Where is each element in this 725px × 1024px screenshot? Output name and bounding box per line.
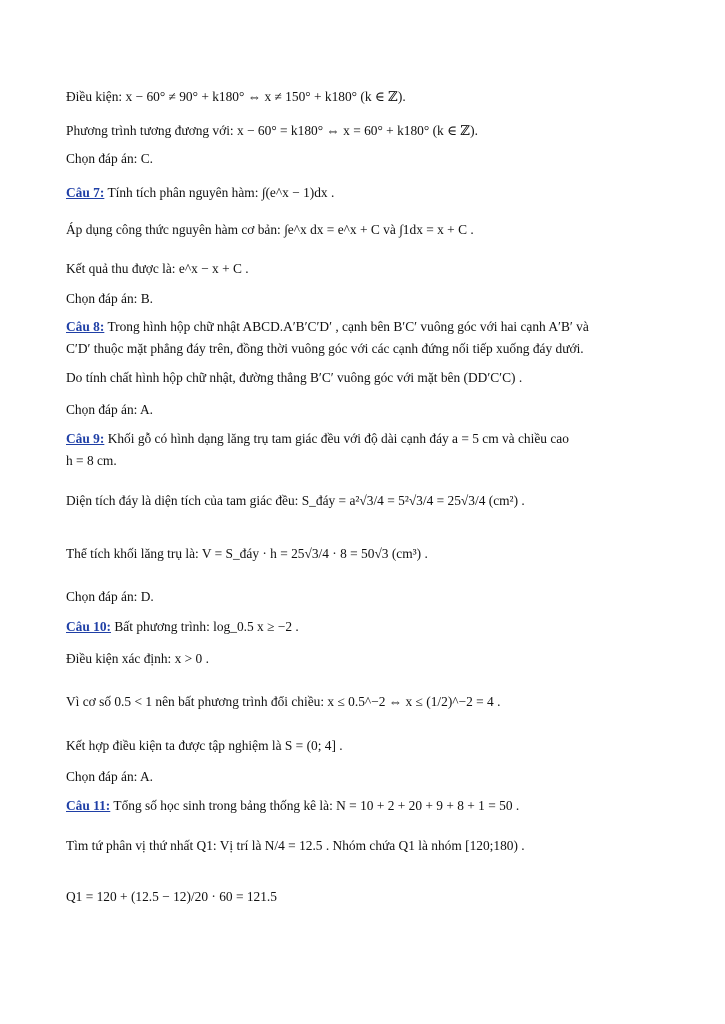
- text-line-20: Chọn đáp án: A.: [66, 769, 154, 784]
- text-line-17: Điều kiện xác định: x > 0 .: [66, 651, 209, 666]
- text-line-15: Chọn đáp án: D.: [66, 589, 154, 604]
- text-line-9: Do tính chất hình hộp chữ nhật, đường thẳng B′C′ vuông góc với mặt bên (DD′C′C) .: [66, 370, 523, 385]
- text-line-5: Kết quả thu được là: e^x − x + C .: [66, 261, 249, 276]
- question-9: Câu 9: Khối gỗ có hình dạng lăng trụ tam giác đều với độ dài cạnh đáy a = 5 cm và chiều cao: [66, 431, 569, 446]
- question-8: Câu 8: Trong hình hộp chữ nhật ABCD.A′B′C′D′ , cạnh bên B′C′ vuông góc với hai cạnh A′B′ và: [66, 319, 589, 334]
- question-11: Câu 11: Tổng số học sinh trong bảng thống kê là: N = 10 + 2 + 20 + 9 + 8 + 1 = 50 .: [66, 798, 520, 813]
- text-line-0: Điều kiện: x − 60° ≠ 90° + k180° ⇔ x ≠ 150° + k180° (k ∈ ℤ).: [66, 89, 406, 104]
- question-label[interactable]: Câu 9:: [66, 431, 105, 446]
- question-7: Câu 7: Tính tích phân nguyên hàm: ∫(e^x − 1)dx .: [66, 185, 335, 200]
- text-line-13: Diện tích đáy là diện tích của tam giác đều: S_đáy = a²√3/4 = 5²√3/4 = 25√3/4 (cm²) .: [66, 493, 525, 508]
- text-line-2: Chọn đáp án: C.: [66, 151, 154, 166]
- text-line-1: Phương trình tương đương với: x − 60° = k180° ⇔ x = 60° + k180° (k ∈ ℤ).: [66, 123, 478, 138]
- text-line-12: h = 8 cm.: [66, 453, 117, 468]
- text-line-4: Áp dụng công thức nguyên hàm cơ bản: ∫e^x dx = e^x + C và ∫1dx = x + C .: [66, 222, 474, 237]
- question-label[interactable]: Câu 10:: [66, 619, 112, 634]
- question-label[interactable]: Câu 7:: [66, 185, 105, 200]
- text-line-6: Chọn đáp án: B.: [66, 291, 154, 306]
- question-10: Câu 10: Bất phương trình: log_0.5 x ≥ −2 .: [66, 619, 299, 634]
- text-line-14: Thể tích khối lăng trụ là: V = S_đáy · h = 25√3/4 · 8 = 50√3 (cm³) .: [66, 546, 428, 561]
- question-label[interactable]: Câu 8:: [66, 319, 105, 334]
- question-label[interactable]: Câu 11:: [66, 798, 111, 813]
- text-line-18: Vì cơ số 0.5 < 1 nên bất phương trình đổi chiều: x ≤ 0.5^−2 ⇔ x ≤ (1/2)^−2 = 4 .: [66, 694, 501, 709]
- text-line-23: Q1 = 120 + (12.5 − 12)/20 · 60 = 121.5: [66, 889, 277, 904]
- text-line-8: C′D′ thuộc mặt phẳng đáy trên, đồng thời vuông góc với các cạnh đứng nối tiếp xuống đáy dưới.: [66, 341, 584, 356]
- text-line-19: Kết hợp điều kiện ta được tập nghiệm là S = (0; 4] .: [66, 738, 343, 753]
- text-line-22: Tìm tứ phân vị thứ nhất Q1: Vị trí là N/4 = 12.5 . Nhóm chứa Q1 là nhóm [120;180) .: [66, 838, 525, 853]
- text-line-10: Chọn đáp án: A.: [66, 402, 154, 417]
